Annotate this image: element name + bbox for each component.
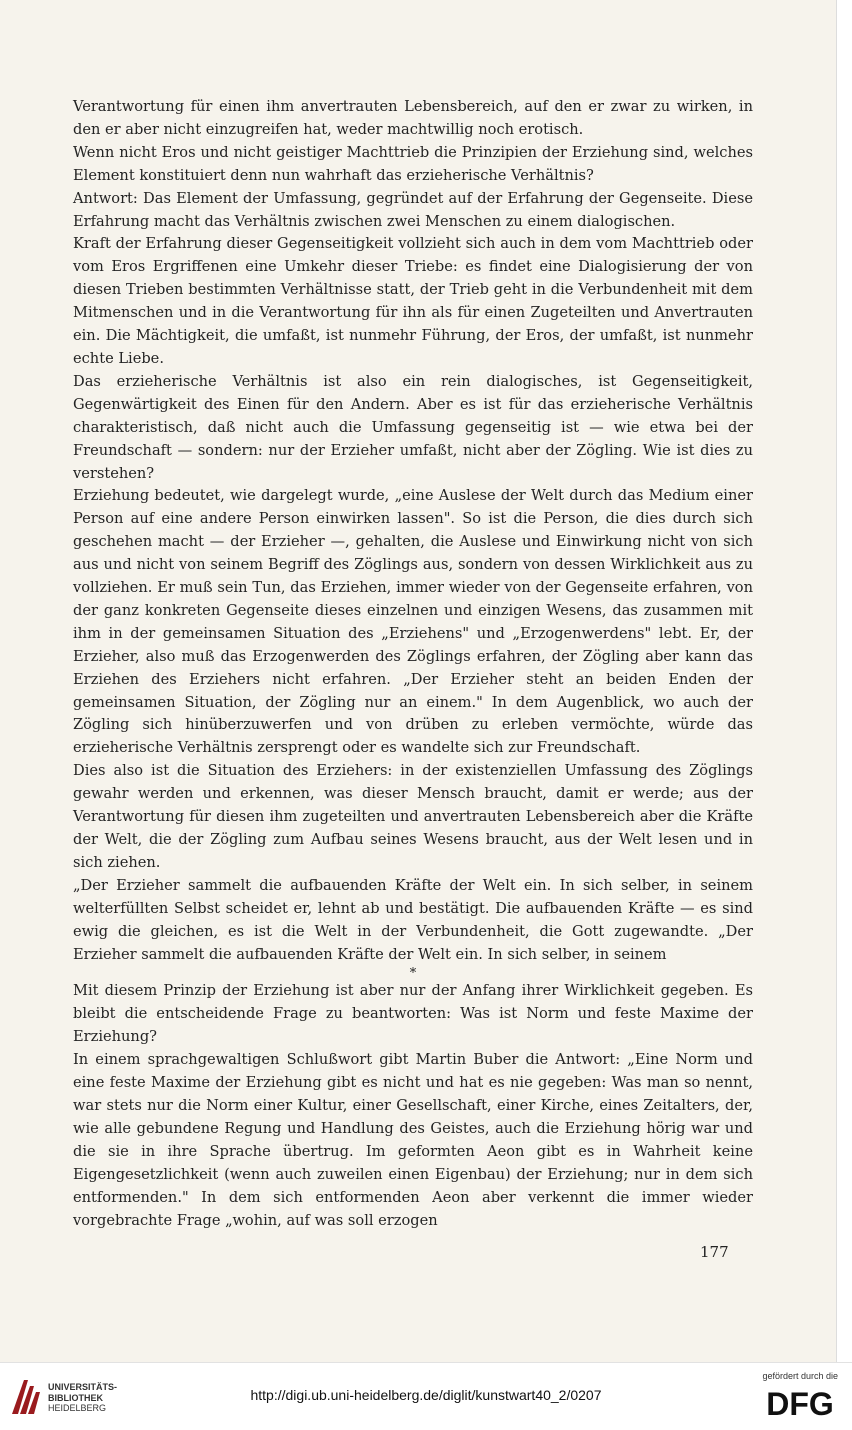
viewer-footer — [0, 1362, 852, 1430]
section-separator: * — [409, 966, 417, 982]
paragraph-2: Wenn nicht Eros und nicht geistiger Machttrieb die Prinzipien der Erziehung sind, welches Element konstituiert denn nun wahrhaft das erzieherische Verhältnis? — [73, 143, 753, 184]
permalink-url[interactable]: http://digi.ub.uni-heidelberg.de/diglit/kunstwart40_2/0207 — [250, 1387, 602, 1403]
page-number: 177 — [700, 1243, 729, 1261]
dfg-logo-icon[interactable] — [760, 1385, 840, 1419]
paragraph-8-quote: „Der Erzieher sammelt die aufbauenden Kräfte der Welt ein. In sich selber, in seinem welterfüllten Selbst scheidet er, lehnt ab und bestätigt. Die aufbauenden Kräfte — es sind ewig die gleichen, es ist die Welt in der Verbundenheit, die Gott zugewandte. „Der Erzieher sammelt die aufbauenden Kräfte der Welt ein. In sich selber, in seinem — [73, 876, 753, 963]
paragraph-6: Erziehung bedeutet, wie dargelegt wurde, „eine Auslese der Welt durch das Medium einer Person auf eine andere Person einwirken lassen". So ist die Person, die dies durch sich geschehen macht — der Erzieher —, gehalten, die Auslese und Einwirkung nicht von sich aus und nicht von seinem Begriff des Zöglings aus, sondern von dessen Wirklichkeit aus zu vollziehen. Er muß sein Tun, das Erziehen, immer wieder von der Gegenseite erfahren, von der ganz konkreten Gegenseite dieses einzelnen und einzigen Wesens, das zusammen mit ihm in der gemeinsamen Situation des „Erziehens" und „Erzogenwerdens" lebt. Er, der Erzieher, also muß das Erzogenwerden des Zöglings erfahren, der Zögling aber kann das Erziehen des Erziehers nicht erfahren. „Der Erzieher steht an beiden Enden der gemeinsamen Situation, der Zögling nur an einem." In dem Augenblick, wo auch der Zögling sich hinüberzuwerfen und von drüben zu erleben vermöchte, würde das erzieherische Verhältnis zersprengt oder es wandelte sich zur Freundschaft. — [73, 487, 753, 757]
paragraph-10: In einem sprachgewaltigen Schlußwort gibt Martin Buber die Antwort: „Eine Norm und eine feste Maxime der Erziehung gibt es nicht und hat es nie gegeben: Was man so nennt, war stets nur die Norm einer Kultur, einer Gesellschaft, einer Kirche, eines Zeitalters, der, wie alle gebundene Regung und Handlung des Geistes, auch die Erziehung hörig war und die sie in ihre Sprache übertrug. Im geformten Aeon gibt es in Wahrheit keine Eigengesetzlichkeit (wenn auch zuweilen einen Eigenbau) der Erziehung; nur in dem sich entformenden." In dem sich entformenden Aeon aber verkennt die immer wieder vorgebrachte Frage „wohin, auf was soll erzogen — [73, 1051, 753, 1229]
library-name: UNIVERSITÄTS- BIBLIOTHEK HEIDELBERG — [48, 1382, 118, 1413]
paragraph-7: Dies also ist die Situation des Erziehers: in der existenziellen Umfassung des Zöglings gewahr werden und erkennen, was dieser Mensch braucht, damit er werde; aus der Verantwortung für diesen ihm zugeteilten und anvertrauten Lebensbereich aber die Kräfte der Welt, die der Zögling zum Aufbau seines Wesens braucht, aus der Welt lesen und in sich ziehen. — [73, 762, 753, 871]
paragraph-3: Antwort: Das Element der Umfassung, gegründet auf der Erfahrung der Gegenseite. Diese Erfahrung macht das Verhältnis zwischen zwei Menschen zu einem dialogischen. — [73, 189, 753, 230]
funding-note: gefördert durch die — [762, 1371, 838, 1381]
svg-text:DFG: DFG — [766, 1386, 834, 1419]
paragraph-1: Verantwortung für einen ihm anvertrauten Lebensbereich, auf den er zwar zu wirken, in den er aber nicht einzugreifen hat, weder machtwillig noch erotisch. — [73, 98, 753, 138]
paragraph-4: Kraft der Erfahrung dieser Gegenseitigkeit vollzieht sich auch in dem vom Machttrieb oder vom Eros Ergriffenen eine Umkehr dieser Triebe: es findet eine Dialogisierung der von diesen Trieben bestimmten Verhältnisse statt, der Trieb geht in die Verbundenheit mit dem Mitmenschen und in die Verantwortung für ihn als für einen Zugeteilten und Anvertrauten ein. Die Mächtigkeit, die umfaßt, ist nunmehr Führung, der Eros, der umfaßt, ist nunmehr echte Liebe. — [73, 235, 753, 367]
paragraph-5: Das erzieherische Verhältnis ist also ein rein dialogisches, ist Gegenseitigkeit, Gegenwärtigkeit des Einen für den Andern. Aber es ist für das erzieherische Verhältnis charakteristisch, daß nicht auch die Umfassung gegenseitig ist — wie etwa bei der Freundschaft — sondern: nur der Erzieher umfaßt, nicht aber der Zögling. Wie ist dies zu verstehen? — [73, 372, 753, 482]
paragraph-9: Mit diesem Prinzip der Erziehung ist aber nur der Anfang ihrer Wirklichkeit gegeben. Es bleibt die entscheidende Frage zu beantworten: Was ist Norm und feste Maxime der Erziehung? — [73, 982, 753, 1046]
page-text — [73, 96, 753, 1232]
